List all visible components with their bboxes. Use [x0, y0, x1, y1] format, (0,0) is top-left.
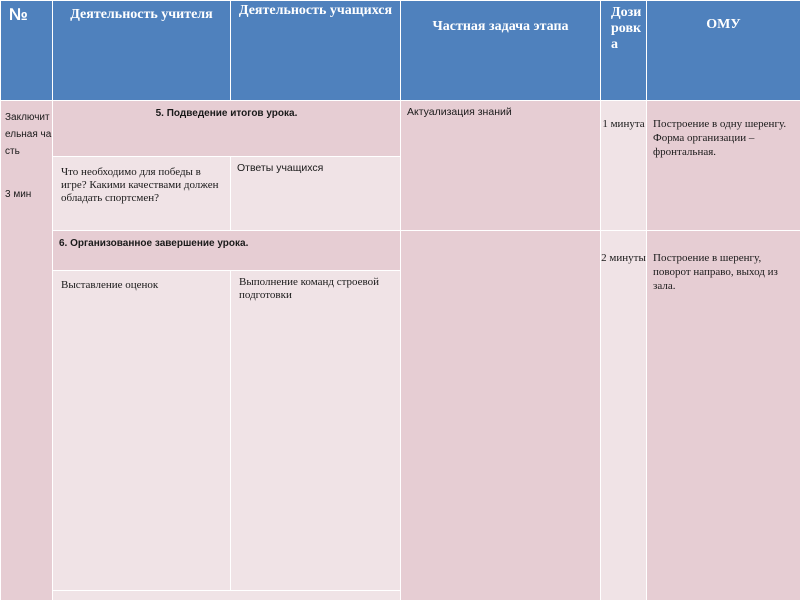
stage5-student-activity: Ответы учащихся: [231, 157, 401, 231]
stage6-title-row: [1, 231, 800, 271]
section-cell: [1, 101, 53, 601]
stage6-teacher-activity: Выставление оценок: [53, 271, 231, 591]
stage5-teacher-activity: Что необходимо для победы в игре? Какими качествами должен обладать спортсмен?: [53, 157, 231, 231]
stage5-task: Актуализация знаний: [401, 101, 601, 231]
header-row: [1, 1, 800, 101]
header-student-activity: Деятельность учащихся: [231, 1, 401, 101]
stage5-omu: Построение в одну шеренгу. Форма организации – фронтальная.: [647, 101, 800, 231]
stage6-task: [401, 231, 601, 601]
header-dosage: Дозировка: [601, 1, 647, 101]
stage6-dosage: 2 минуты: [601, 231, 647, 601]
stage6-student-activity: Выполнение команд строевой подготовки: [231, 271, 401, 591]
section-duration: 3 мин: [5, 186, 52, 203]
header-number: №: [1, 1, 53, 101]
section-name: Заключительная часть: [5, 112, 51, 157]
header-teacher-activity: Деятельность учителя: [53, 1, 231, 101]
stage5-title-row: [1, 101, 800, 157]
header-omu: ОМУ: [647, 1, 800, 101]
filler-cell: [53, 591, 401, 601]
header-stage-task: Частная задача этапа: [401, 1, 601, 101]
stage5-title: 5. Подведение итогов урока.: [53, 101, 401, 157]
stage6-title: 6. Организованное завершение урока.: [53, 231, 401, 271]
stage5-dosage: 1 минута: [601, 101, 647, 231]
stage6-omu: Построение в шеренгу, поворот направо, выход из зала.: [647, 231, 800, 601]
